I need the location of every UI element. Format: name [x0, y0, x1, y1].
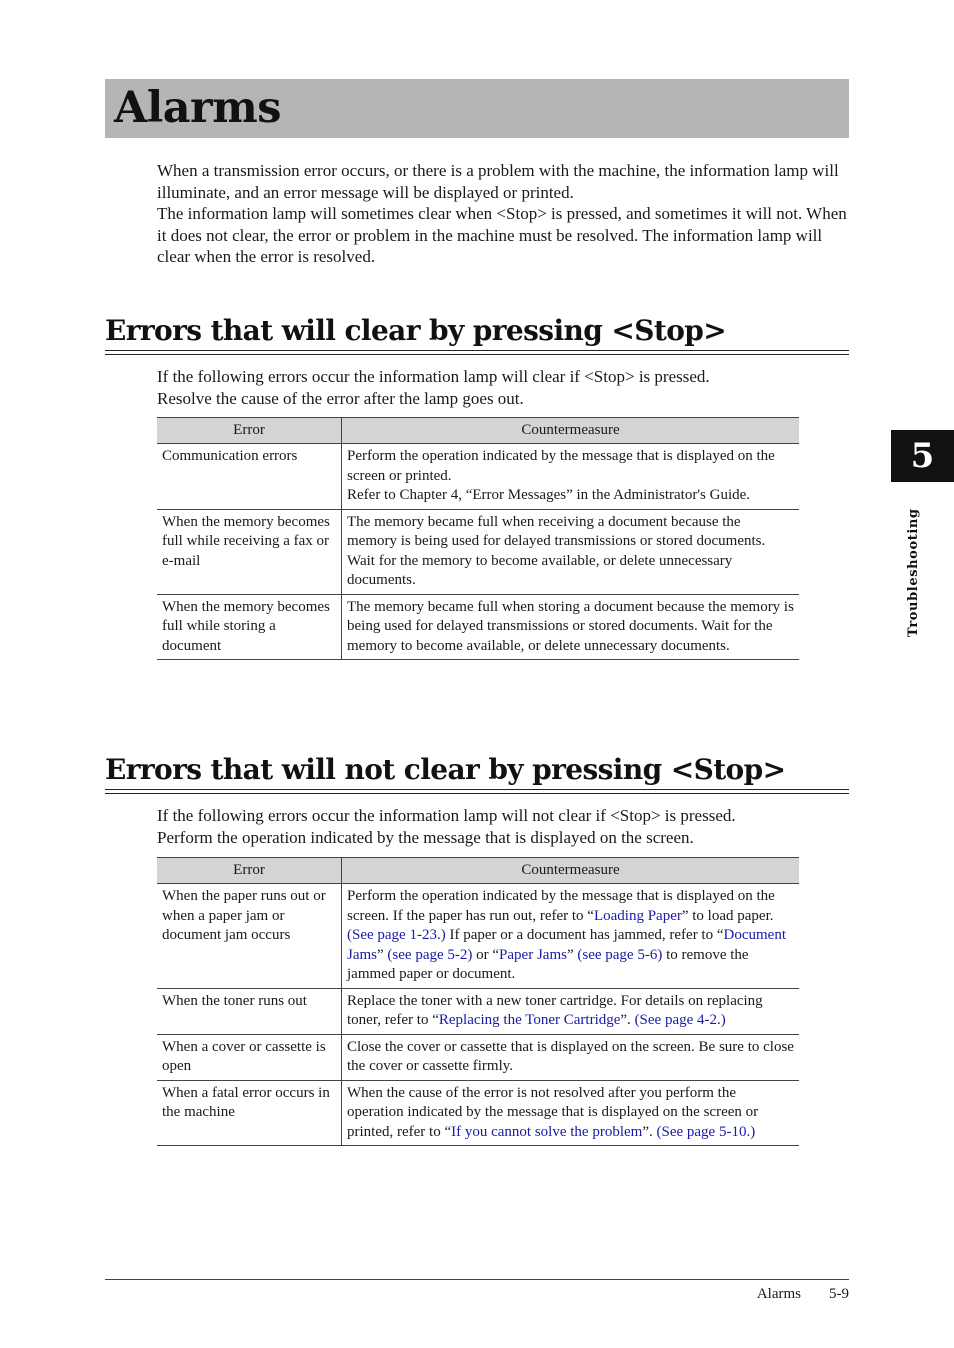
text-run: When the cause of the error is not resolved after you perform the operation indicated by the message that is displayed on the screen or printed, refer to “	[347, 1084, 759, 1140]
text-run: Replace the toner with a new toner cartridge. For details on replacing toner, refer to “	[347, 992, 763, 1028]
column-header-countermeasure: Countermeasure	[342, 858, 800, 884]
intro-paragraph: When a transmission error occurs, or there is a problem with the machine, the information lamp will illuminate, and an error message will be displayed or printed.	[157, 161, 839, 202]
section2-intro	[157, 805, 837, 848]
table-row	[157, 884, 799, 989]
link-see-page-1-23[interactable]: (See page 1-23.)	[347, 927, 446, 943]
page-number: 5-9	[829, 1286, 849, 1302]
section-title: Errors that will clear by pressing <Stop>	[105, 314, 727, 347]
link-document-jams[interactable]: Document Jams	[347, 927, 786, 963]
page-footer	[700, 1286, 849, 1303]
link-replacing-toner[interactable]: Replacing the Toner Cartridge	[438, 1012, 621, 1028]
countermeasure-line: Refer to Chapter 4, “Error Messages” in the Administrator's Guide.	[347, 487, 751, 503]
section1-intro-line: Resolve the cause of the error after the lamp goes out.	[157, 388, 524, 408]
error-cell: When a fatal error occurs in the machine	[157, 1080, 342, 1146]
text-run: ”	[566, 946, 578, 963]
text-run: ” to load paper.	[681, 907, 774, 924]
column-header-error: Error	[157, 418, 342, 444]
section2-intro-line: Perform the operation indicated by the message that is displayed on the screen.	[157, 827, 694, 847]
countermeasure-cell: Close the cover or cassette that is displayed on the screen. Be sure to close the cover or cassette firmly.	[342, 1034, 800, 1080]
table-row	[157, 1080, 799, 1146]
text-run: or “	[472, 946, 500, 963]
error-cell: When the memory becomes full while storing a document	[157, 594, 342, 660]
section-title: Errors that will not clear by pressing <Stop>	[105, 753, 786, 786]
text-run: Perform the operation indicated by the message that is displayed on the screen. If the paper has run out, refer to “	[347, 888, 775, 924]
not-clear-errors-table	[157, 857, 799, 1146]
text-run: ”.	[620, 1012, 635, 1028]
chapter-tab-label: Troubleshooting	[906, 508, 921, 637]
link-paper-jams[interactable]: Paper Jams	[499, 946, 567, 963]
countermeasure-cell	[342, 1080, 800, 1146]
intro-text	[157, 160, 857, 268]
section-rule	[105, 789, 849, 794]
error-cell: When the paper runs out or when a paper jam or document jam occurs	[157, 884, 342, 989]
error-cell: When a cover or cassette is open	[157, 1034, 342, 1080]
table-row	[157, 594, 799, 660]
page-title-bar	[105, 79, 849, 138]
column-header-error: Error	[157, 858, 342, 884]
column-header-countermeasure: Countermeasure	[342, 418, 800, 444]
table-row	[157, 1034, 799, 1080]
link-see-page-4-2[interactable]: (See page 4-2.)	[634, 1012, 726, 1028]
countermeasure-cell: The memory became full when storing a document because the memory is being used for delayed transmissions or stored documents. Wait for the memory to become available, or delete unnecessary documents.	[342, 594, 800, 660]
countermeasure-cell	[342, 988, 800, 1034]
section1-intro-line: If the following errors occur the information lamp will clear if <Stop> is pressed.	[157, 367, 710, 386]
error-cell: When the memory becomes full while receiving a fax or e-mail	[157, 509, 342, 594]
error-cell: When the toner runs out	[157, 988, 342, 1034]
table-header-row	[157, 418, 799, 444]
link-see-page-5-2[interactable]: (see page 5-2)	[387, 946, 473, 963]
clear-errors-table	[157, 417, 799, 660]
section-heading-not-clear	[105, 753, 849, 794]
countermeasure-cell	[342, 884, 800, 989]
countermeasure-line: Perform the operation indicated by the message that is displayed on the screen or printed.	[347, 448, 775, 484]
section1-intro	[157, 366, 837, 409]
error-cell: Communication errors	[157, 444, 342, 510]
section2-intro-line: If the following errors occur the information lamp will not clear if <Stop> is pressed.	[157, 806, 736, 825]
section-heading-clear	[105, 314, 849, 355]
link-loading-paper[interactable]: Loading Paper	[593, 907, 682, 924]
footer-title: Alarms	[756, 1286, 801, 1302]
footer-rule	[105, 1279, 849, 1280]
intro-paragraph: The information lamp will sometimes clear when <Stop> is pressed, and sometimes it will not. When it does not clear, the error or problem in the machine must be resolved. The information lamp will clear when the error is resolved.	[157, 204, 847, 266]
section-rule	[105, 350, 849, 355]
page-title: Alarms	[114, 83, 281, 133]
link-see-page-5-10[interactable]: (See page 5-10.)	[656, 1123, 756, 1140]
table-row	[157, 988, 799, 1034]
text-run: If paper or a document has jammed, refer to “	[445, 927, 724, 943]
text-run: to remove the jammed paper or document.	[347, 946, 749, 982]
table-row	[157, 444, 799, 510]
countermeasure-cell	[342, 444, 800, 510]
link-see-page-5-6[interactable]: (see page 5-6)	[577, 946, 663, 963]
countermeasure-cell: The memory became full when receiving a document because the memory is being used for delayed transmissions or stored documents. Wait for the memory to become available, or delete unnecessary documents.	[342, 509, 800, 594]
chapter-tab: 5	[891, 430, 954, 482]
text-run: ”.	[642, 1123, 657, 1140]
link-cannot-solve-problem[interactable]: If you cannot solve the problem	[451, 1123, 643, 1140]
table-row	[157, 509, 799, 594]
table-header-row	[157, 858, 799, 884]
text-run: ”	[377, 946, 388, 963]
